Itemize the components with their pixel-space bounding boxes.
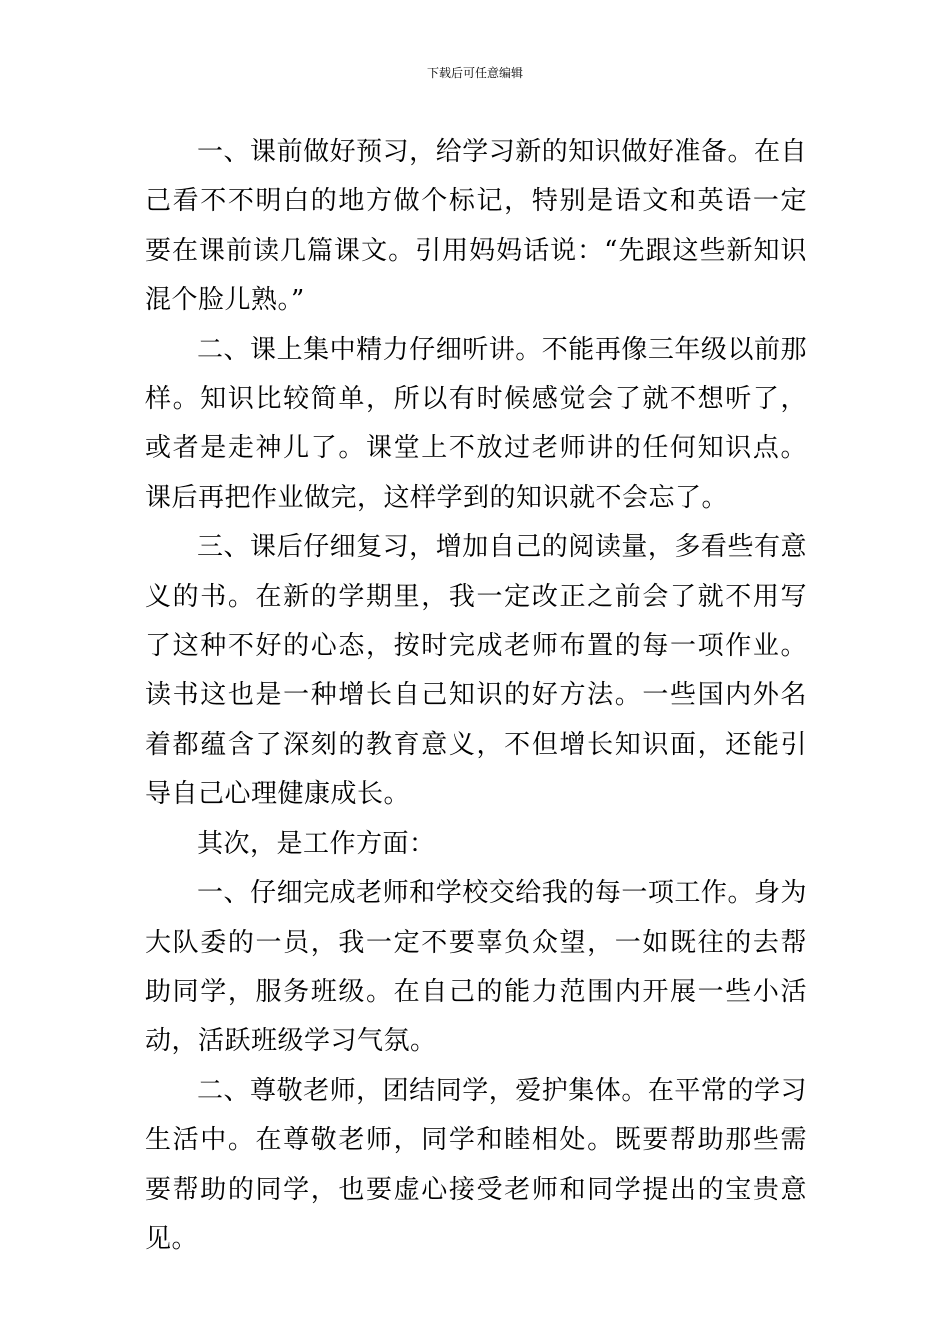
paragraph-study-listen: 二、课上集中精力仔细听讲。不能再像三年级以前那样。知识比较简单，所以有时候感觉会了就不想听了，或者是走神儿了。课堂上不放过老师讲的任何知识点。课后再把作业做完，这样学到的知识就不会忘了。 bbox=[145, 334, 807, 513]
paragraph-work-tasks: 一、仔细完成老师和学校交给我的每一项工作。身为大队委的一员，我一定不要辜负众望，一如既往的去帮助同学，服务班级。在自己的能力范围内开展一些小活动，活跃班级学习气氛。 bbox=[145, 878, 807, 1057]
document-body bbox=[145, 128, 807, 1264]
page-header: 下载后可任意编辑 bbox=[426, 66, 523, 80]
section-heading-work: 其次，是工作方面： bbox=[197, 828, 436, 859]
paragraph-study-preview: 一、课前做好预习，给学习新的知识做好准备。在自己看不不明白的地方做个标记，特别是语文和英语一定要在课前读几篇课文。引用妈妈话说：“先跟这些新知识混个脸儿熟。” bbox=[145, 137, 807, 316]
paragraph-work-respect: 二、尊敬老师，团结同学，爱护集体。在平常的学习生活中。在尊敬老师，同学和睦相处。既要帮助那些需要帮助的同学，也要虚心接受老师和同学提出的宝贵意见。 bbox=[145, 1075, 807, 1254]
paragraph-study-review: 三、课后仔细复习，增加自己的阅读量，多看些有意义的书。在新的学期里，我一定改正之前会了就不用写了这种不好的心态，按时完成老师布置的每一项作业。读书这也是一种增长自己知识的好方法。一些国内外名着都蕴含了深刻的教育意义，不但增长知识面，还能引导自己心理健康成长。 bbox=[145, 532, 807, 810]
